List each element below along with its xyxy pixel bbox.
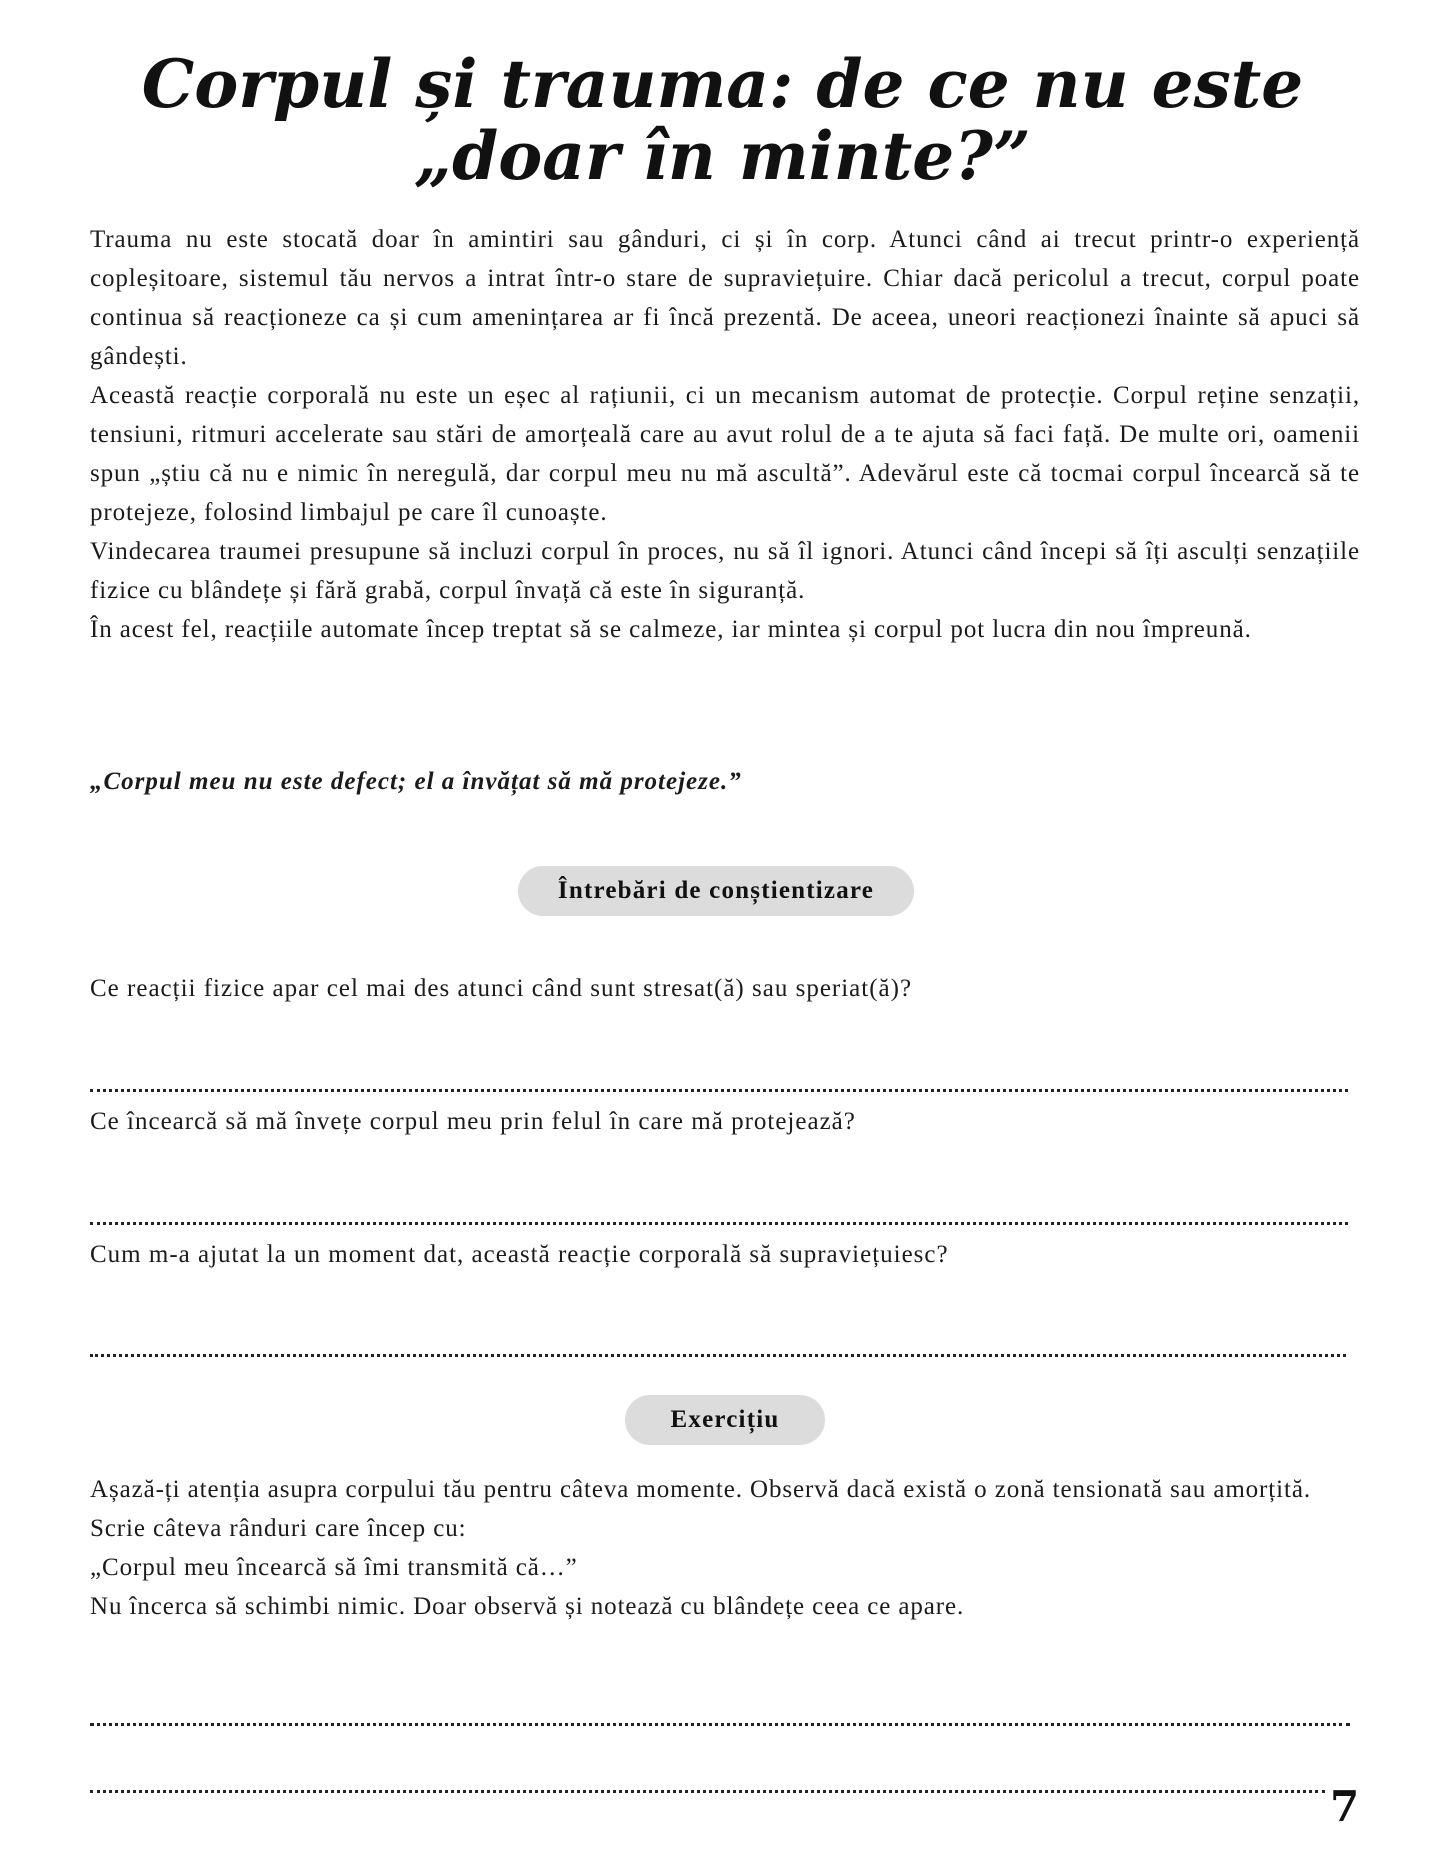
- intro-paragraph: Trauma nu este stocată doar în amintiri sau gânduri, ci și în corp. Atunci când ai trecut printr-o experiență copleșitoare, sistemul tău nervos a intrat într-o stare de supraviețuire. Chiar dacă pericolul a trecut, corpul poate continua să reacționeze ca și cum amenințarea ar fi încă prezentă. De aceea, uneori reacționezi înainte să apuci să gândești.: [90, 226, 1360, 370]
- exercise-paragraph: Așază-ți atenția asupra corpului tău pentru câteva momente. Observă dacă există o zonă tensionată sau amorțită.: [90, 1476, 1311, 1503]
- answer-line-1[interactable]: [90, 1089, 1348, 1092]
- exercise-paragraph: Scrie câteva rânduri care încep cu:: [90, 1515, 467, 1542]
- question-2: Ce încearcă să mă învețe corpul meu prin felul în care mă protejează?: [90, 1108, 856, 1135]
- intro-text: [90, 220, 1360, 649]
- exercise-answer-line-1[interactable]: [90, 1723, 1350, 1726]
- question-1: Ce reacții fizice apar cel mai des atunci când sunt stresat(ă) sau speriat(ă)?: [90, 975, 913, 1002]
- intro-paragraph: Vindecarea traumei presupune să incluzi corpul în proces, nu să îl ignori. Atunci când începi să îți asculți senzațiile fizice cu blândețe și fără grabă, corpul învață că este în siguranță.: [90, 538, 1360, 604]
- page-number: 7: [1330, 1782, 1360, 1831]
- exercise-answer-line-2[interactable]: [90, 1790, 1325, 1793]
- intro-paragraph: În acest fel, reacțiile automate încep treptat să se calmeze, iar mintea și corpul pot lucra din nou împreună.: [90, 616, 1252, 643]
- question-3: Cum m-a ajutat la un moment dat, această reacție corporală să supraviețuiesc?: [90, 1241, 949, 1268]
- exercise-section-heading: Exercițiu: [625, 1395, 825, 1445]
- exercise-text: [90, 1470, 1355, 1626]
- affirmation-quote: „Corpul meu nu este defect; el a învățat să mă protejeze.”: [90, 768, 742, 795]
- questions-section-heading: Întrebări de conștientizare: [518, 866, 914, 916]
- intro-paragraph: Această reacție corporală nu este un eșec al rațiunii, ci un mecanism automat de protecție. Corpul reține senzații, tensiuni, ritmuri accelerate sau stări de amorțeală care au avut rolul de a te ajuta să faci față. De multe ori, oamenii spun „știu că nu e nimic în neregulă, dar corpul meu nu mă ascultă”. Adevărul este că tocmai corpul încearcă să te protejeze, folosind limbajul pe care îl cunoaște.: [90, 382, 1360, 526]
- exercise-paragraph: Nu încerca să schimbi nimic. Doar observă și notează cu blândețe ceea ce apare.: [90, 1593, 965, 1620]
- exercise-paragraph: „Corpul meu încearcă să îmi transmită că…”: [90, 1554, 578, 1581]
- page-title: Corpul și trauma: de ce nu este „doar în minte?”: [141, 45, 1304, 195]
- answer-line-2[interactable]: [90, 1222, 1348, 1225]
- answer-line-3[interactable]: [90, 1354, 1346, 1357]
